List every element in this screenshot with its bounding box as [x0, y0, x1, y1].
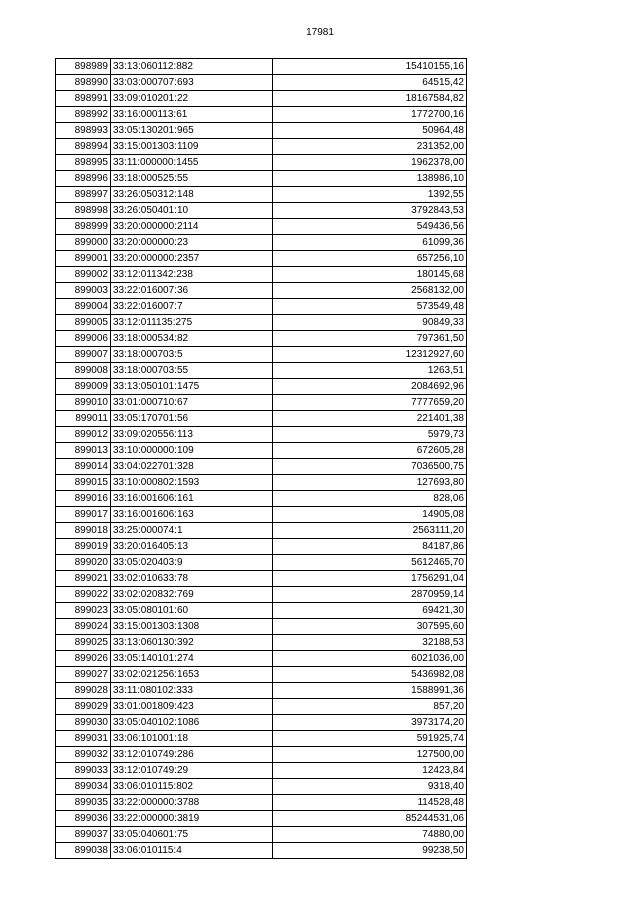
row-id-cell: 899013 — [56, 443, 111, 459]
table-row — [56, 491, 467, 507]
cadastral-number-cell: 33:02:010633:78 — [111, 571, 273, 587]
table-row — [56, 667, 467, 683]
table-row — [56, 379, 467, 395]
value-cell: 74880,00 — [273, 827, 467, 843]
table-row — [56, 747, 467, 763]
cadastral-number-cell: 33:05:170701:56 — [111, 411, 273, 427]
row-id-cell: 899017 — [56, 507, 111, 523]
cadastral-number-cell: 33:01:001809:423 — [111, 699, 273, 715]
cadastral-number-cell: 33:05:140101:274 — [111, 651, 273, 667]
row-id-cell: 899004 — [56, 299, 111, 315]
table-row — [56, 811, 467, 827]
row-id-cell: 899023 — [56, 603, 111, 619]
cadastral-number-cell: 33:25:000074:1 — [111, 523, 273, 539]
table-row — [56, 795, 467, 811]
table-row — [56, 107, 467, 123]
row-id-cell: 898992 — [56, 107, 111, 123]
row-id-cell: 898996 — [56, 171, 111, 187]
row-id-cell: 899038 — [56, 843, 111, 859]
value-cell: 2568132,00 — [273, 283, 467, 299]
cadastral-number-cell: 33:11:000000:1455 — [111, 155, 273, 171]
value-cell: 12423,84 — [273, 763, 467, 779]
table-row — [56, 59, 467, 75]
value-cell: 69421,30 — [273, 603, 467, 619]
row-id-cell: 899022 — [56, 587, 111, 603]
row-id-cell: 899014 — [56, 459, 111, 475]
cadastral-number-cell: 33:01:000710:67 — [111, 395, 273, 411]
cadastral-number-cell: 33:05:020403:9 — [111, 555, 273, 571]
row-id-cell: 899003 — [56, 283, 111, 299]
value-cell: 85244531,06 — [273, 811, 467, 827]
table-row — [56, 171, 467, 187]
table-row — [56, 187, 467, 203]
value-cell: 573549,48 — [273, 299, 467, 315]
cadastral-number-cell: 33:12:010749:286 — [111, 747, 273, 763]
row-id-cell: 899000 — [56, 235, 111, 251]
table-row — [56, 587, 467, 603]
table-row — [56, 203, 467, 219]
row-id-cell: 899020 — [56, 555, 111, 571]
row-id-cell: 898990 — [56, 75, 111, 91]
table-row — [56, 299, 467, 315]
value-cell: 99238,50 — [273, 843, 467, 859]
row-id-cell: 899009 — [56, 379, 111, 395]
table-row — [56, 459, 467, 475]
row-id-cell: 899027 — [56, 667, 111, 683]
cadastral-number-cell: 33:26:050401:10 — [111, 203, 273, 219]
value-cell: 14905,08 — [273, 507, 467, 523]
table-row — [56, 539, 467, 555]
row-id-cell: 899031 — [56, 731, 111, 747]
cadastral-number-cell: 33:06:010115:4 — [111, 843, 273, 859]
table-body — [56, 59, 467, 859]
row-id-cell: 898999 — [56, 219, 111, 235]
cadastral-number-cell: 33:20:016405:13 — [111, 539, 273, 555]
cadastral-number-cell: 33:02:021256:1653 — [111, 667, 273, 683]
cadastral-number-cell: 33:15:001303:1308 — [111, 619, 273, 635]
cadastral-number-cell: 33:20:000000:2357 — [111, 251, 273, 267]
cadastral-number-cell: 33:13:050101:1475 — [111, 379, 273, 395]
row-id-cell: 898997 — [56, 187, 111, 203]
cadastral-number-cell: 33:05:040601:75 — [111, 827, 273, 843]
row-id-cell: 898994 — [56, 139, 111, 155]
value-cell: 32188,53 — [273, 635, 467, 651]
value-cell: 5436982,08 — [273, 667, 467, 683]
table-row — [56, 715, 467, 731]
cadastral-number-cell: 33:04:022701:328 — [111, 459, 273, 475]
row-id-cell: 898989 — [56, 59, 111, 75]
table-row — [56, 139, 467, 155]
value-cell: 5979,73 — [273, 427, 467, 443]
value-cell: 1392,55 — [273, 187, 467, 203]
row-id-cell: 899006 — [56, 331, 111, 347]
value-cell: 114528,48 — [273, 795, 467, 811]
table-row — [56, 699, 467, 715]
value-cell: 1772700,16 — [273, 107, 467, 123]
row-id-cell: 898993 — [56, 123, 111, 139]
value-cell: 231352,00 — [273, 139, 467, 155]
cadastral-number-cell: 33:09:020556:113 — [111, 427, 273, 443]
value-cell: 797361,50 — [273, 331, 467, 347]
row-id-cell: 899033 — [56, 763, 111, 779]
value-cell: 61099,36 — [273, 235, 467, 251]
table-row — [56, 155, 467, 171]
table-row — [56, 75, 467, 91]
value-cell: 1756291,04 — [273, 571, 467, 587]
value-cell: 1588991,36 — [273, 683, 467, 699]
table-row — [56, 507, 467, 523]
value-cell: 307595,60 — [273, 619, 467, 635]
value-cell: 549436,56 — [273, 219, 467, 235]
value-cell: 1263,51 — [273, 363, 467, 379]
value-cell: 3973174,20 — [273, 715, 467, 731]
cadastral-number-cell: 33:13:060112:882 — [111, 59, 273, 75]
table-row — [56, 443, 467, 459]
table-row — [56, 843, 467, 859]
row-id-cell: 899019 — [56, 539, 111, 555]
row-id-cell: 899005 — [56, 315, 111, 331]
value-cell: 180145,68 — [273, 267, 467, 283]
value-cell: 672605,28 — [273, 443, 467, 459]
table-row — [56, 763, 467, 779]
value-cell: 1962378,00 — [273, 155, 467, 171]
value-cell: 591925,74 — [273, 731, 467, 747]
table-row — [56, 267, 467, 283]
value-cell: 5612465,70 — [273, 555, 467, 571]
row-id-cell: 899002 — [56, 267, 111, 283]
cadastral-number-cell: 33:06:010115:802 — [111, 779, 273, 795]
cadastral-number-cell: 33:09:010201:22 — [111, 91, 273, 107]
value-cell: 2563111,20 — [273, 523, 467, 539]
value-cell: 657256,10 — [273, 251, 467, 267]
row-id-cell: 899032 — [56, 747, 111, 763]
cadastral-number-cell: 33:03:000707:693 — [111, 75, 273, 91]
row-id-cell: 899012 — [56, 427, 111, 443]
cadastral-number-cell: 33:18:000703:55 — [111, 363, 273, 379]
value-cell: 127693,80 — [273, 475, 467, 491]
cadastral-number-cell: 33:22:016007:7 — [111, 299, 273, 315]
row-id-cell: 899007 — [56, 347, 111, 363]
cadastral-number-cell: 33:15:001303:1109 — [111, 139, 273, 155]
table-row — [56, 651, 467, 667]
cadastral-number-cell: 33:12:010749:29 — [111, 763, 273, 779]
table-row — [56, 619, 467, 635]
value-cell: 7777659,20 — [273, 395, 467, 411]
cadastral-number-cell: 33:20:000000:23 — [111, 235, 273, 251]
cadastral-number-cell: 33:02:020832:769 — [111, 587, 273, 603]
value-cell: 15410155,16 — [273, 59, 467, 75]
table-row — [56, 315, 467, 331]
table-row — [56, 555, 467, 571]
row-id-cell: 899025 — [56, 635, 111, 651]
table-row — [56, 251, 467, 267]
cadastral-number-cell: 33:16:001606:163 — [111, 507, 273, 523]
table-row — [56, 283, 467, 299]
value-cell: 857,20 — [273, 699, 467, 715]
cadastral-number-cell: 33:13:060130:392 — [111, 635, 273, 651]
table-row — [56, 779, 467, 795]
value-cell: 828,06 — [273, 491, 467, 507]
table-row — [56, 427, 467, 443]
row-id-cell: 898995 — [56, 155, 111, 171]
value-cell: 127500,00 — [273, 747, 467, 763]
row-id-cell: 899018 — [56, 523, 111, 539]
cadastral-number-cell: 33:11:080102:333 — [111, 683, 273, 699]
value-cell: 90849,33 — [273, 315, 467, 331]
row-id-cell: 899037 — [56, 827, 111, 843]
table-row — [56, 571, 467, 587]
value-cell: 7036500,75 — [273, 459, 467, 475]
value-cell: 221401,38 — [273, 411, 467, 427]
cadastral-number-cell: 33:12:011135:275 — [111, 315, 273, 331]
table-row — [56, 331, 467, 347]
row-id-cell: 898991 — [56, 91, 111, 107]
table-row — [56, 603, 467, 619]
cadastral-number-cell: 33:05:040102:1086 — [111, 715, 273, 731]
row-id-cell: 899010 — [56, 395, 111, 411]
table-row — [56, 731, 467, 747]
table-row — [56, 219, 467, 235]
cadastral-number-cell: 33:18:000525:55 — [111, 171, 273, 187]
row-id-cell: 899024 — [56, 619, 111, 635]
cadastral-number-cell: 33:10:000000:109 — [111, 443, 273, 459]
table-row — [56, 235, 467, 251]
table-row — [56, 91, 467, 107]
cadastral-number-cell: 33:26:050312:148 — [111, 187, 273, 203]
value-cell: 84187,86 — [273, 539, 467, 555]
table-row — [56, 123, 467, 139]
data-table — [55, 58, 467, 859]
value-cell: 2870959,14 — [273, 587, 467, 603]
table-row — [56, 363, 467, 379]
row-id-cell: 899036 — [56, 811, 111, 827]
row-id-cell: 898998 — [56, 203, 111, 219]
row-id-cell: 899015 — [56, 475, 111, 491]
cadastral-number-cell: 33:18:000703:5 — [111, 347, 273, 363]
value-cell: 2084692,96 — [273, 379, 467, 395]
cadastral-number-cell: 33:12:011342:238 — [111, 267, 273, 283]
cadastral-number-cell: 33:22:000000:3819 — [111, 811, 273, 827]
row-id-cell: 899030 — [56, 715, 111, 731]
table-row — [56, 411, 467, 427]
row-id-cell: 899016 — [56, 491, 111, 507]
value-cell: 3792843,53 — [273, 203, 467, 219]
cadastral-number-cell: 33:22:000000:3788 — [111, 795, 273, 811]
value-cell: 6021036,00 — [273, 651, 467, 667]
value-cell: 138986,10 — [273, 171, 467, 187]
cadastral-number-cell: 33:05:130201:965 — [111, 123, 273, 139]
table-row — [56, 683, 467, 699]
cadastral-number-cell: 33:16:001606:161 — [111, 491, 273, 507]
row-id-cell: 899029 — [56, 699, 111, 715]
row-id-cell: 899021 — [56, 571, 111, 587]
value-cell: 12312927,60 — [273, 347, 467, 363]
row-id-cell: 899026 — [56, 651, 111, 667]
row-id-cell: 899034 — [56, 779, 111, 795]
table-row — [56, 523, 467, 539]
cadastral-number-cell: 33:16:000113:61 — [111, 107, 273, 123]
row-id-cell: 899001 — [56, 251, 111, 267]
table-row — [56, 347, 467, 363]
row-id-cell: 899035 — [56, 795, 111, 811]
row-id-cell: 899028 — [56, 683, 111, 699]
value-cell: 50964,48 — [273, 123, 467, 139]
cadastral-number-cell: 33:05:080101:60 — [111, 603, 273, 619]
table-row — [56, 395, 467, 411]
table-row — [56, 475, 467, 491]
cadastral-number-cell: 33:18:000534:82 — [111, 331, 273, 347]
row-id-cell: 899011 — [56, 411, 111, 427]
cadastral-number-cell: 33:20:000000:2114 — [111, 219, 273, 235]
table-row — [56, 827, 467, 843]
page-number: 17981 — [306, 27, 334, 38]
value-cell: 64515,42 — [273, 75, 467, 91]
cadastral-number-cell: 33:22:016007:36 — [111, 283, 273, 299]
value-cell: 18167584,82 — [273, 91, 467, 107]
cadastral-number-cell: 33:06:101001:18 — [111, 731, 273, 747]
cadastral-number-cell: 33:10:000802:1593 — [111, 475, 273, 491]
table-row — [56, 635, 467, 651]
value-cell: 9318,40 — [273, 779, 467, 795]
row-id-cell: 899008 — [56, 363, 111, 379]
